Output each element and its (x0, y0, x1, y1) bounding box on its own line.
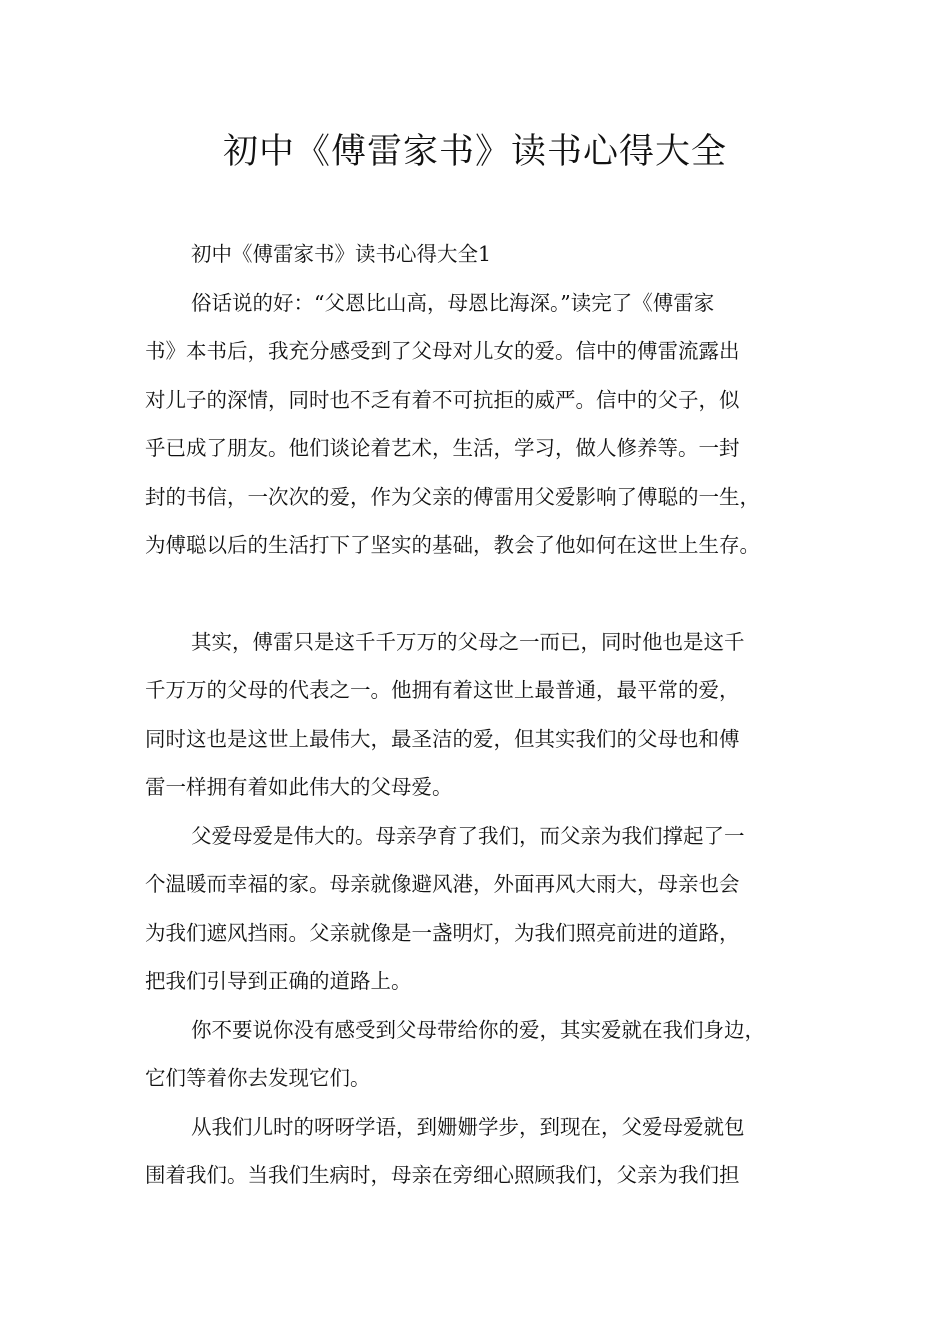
text-line: 书》本书后，我充分感受到了父母对儿女的爱。信中的傅雷流露出 (145, 339, 740, 363)
text-line: 它们等着你去发现它们。 (145, 1066, 371, 1090)
document-title: 初中《傅雷家书》读书心得大全 (222, 132, 727, 172)
text-line: 其实，傅雷只是这千千万万的父母之一而已，同时他也是这千 (191, 629, 745, 654)
text-line: 围着我们。当我们生病时，母亲在旁细心照顾我们，父亲为我们担 (145, 1163, 740, 1187)
text-line: 俗话说的好：“父恩比山高，母恩比海深。”读完了《傅雷家 (191, 290, 715, 315)
text-line: 封的书信，一次次的爱，作为父亲的傅雷用父爱影响了傅聪的一生， (145, 484, 760, 509)
text-line: 初中《傅雷家书》读书心得大全1 (191, 242, 492, 266)
text-line: 你不要说你没有感受到父母带给你的爱，其实爱就在我们身边， (191, 1017, 765, 1042)
text-line: 为傅聪以后的生活打下了坚实的基础，教会了他如何在这世上生存。 (145, 533, 760, 557)
text-line: 把我们引导到正确的道路上。 (145, 969, 412, 993)
text-line: 为我们遮风挡雨。父亲就像是一盏明灯，为我们照亮前进的道路， (145, 920, 740, 945)
text-line: 父爱母爱是伟大的。母亲孕育了我们，而父亲为我们撑起了一 (191, 823, 745, 848)
document-body (145, 230, 810, 1200)
text-line: 乎已成了朋友。他们谈论着艺术，生活，学习，做人修养等。一封 (145, 436, 740, 460)
text-line: 千万万的父母的代表之一。他拥有着这世上最普通，最平常的爱， (145, 678, 740, 702)
text-line: 同时这也是这世上最伟大，最圣洁的爱，但其实我们的父母也和傅 (145, 726, 740, 751)
text-line: 对儿子的深情，同时也不乏有着不可抗拒的威严。信中的父子，似 (145, 387, 740, 412)
text-line: 个温暖而幸福的家。母亲就像避风港，外面再风大雨大，母亲也会 (145, 872, 740, 896)
text-line: 雷一样拥有着如此伟大的父母爱。 (145, 775, 453, 799)
text-line: 从我们儿时的呀呀学语，到姗姗学步，到现在，父爱母爱就包 (191, 1114, 745, 1139)
blank-line (145, 570, 810, 618)
